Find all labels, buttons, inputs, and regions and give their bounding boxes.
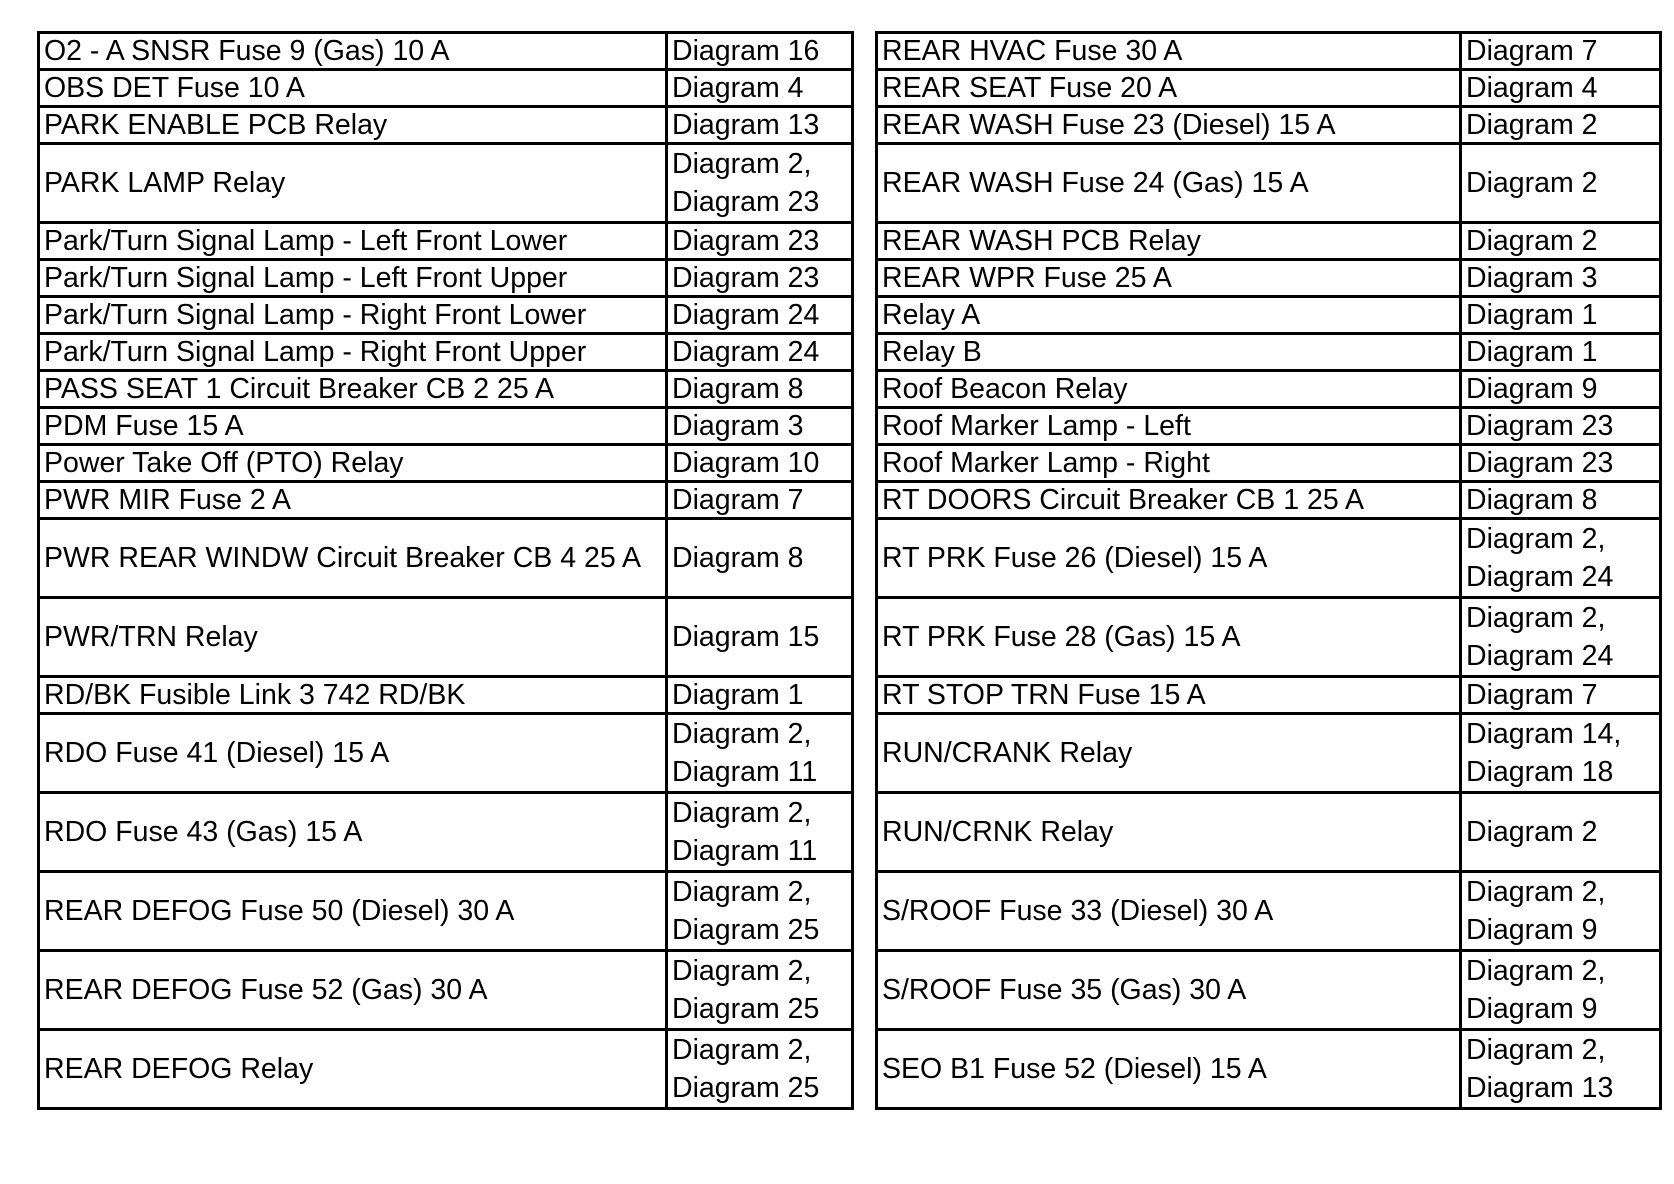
right-diagram-ref: Diagram 1 [1461, 297, 1661, 334]
column-gap [853, 297, 877, 334]
diagram-ref-line: Diagram 11 [672, 756, 818, 788]
column-gap [853, 598, 877, 677]
diagram-ref-line: Diagram 2, [672, 1034, 812, 1066]
left-component-name: REAR DEFOG Fuse 50 (Diesel) 30 A [39, 872, 667, 951]
left-diagram-ref: Diagram 3 [667, 408, 853, 445]
table-row [39, 714, 1661, 793]
right-component-name: REAR WASH PCB Relay [877, 223, 1461, 260]
table-row [39, 598, 1661, 677]
right-component-name: Roof Marker Lamp - Right [877, 445, 1461, 482]
left-diagram-ref: Diagram 8 [667, 519, 853, 598]
diagram-ref-line: Diagram 9 [1466, 993, 1598, 1025]
right-diagram-ref [1461, 1030, 1661, 1109]
column-gap [853, 107, 877, 144]
left-component-name: RDO Fuse 41 (Diesel) 15 A [39, 714, 667, 793]
table-row [39, 33, 1661, 70]
right-diagram-ref: Diagram 2 [1461, 793, 1661, 872]
diagram-ref-line: Diagram 14, [1466, 718, 1622, 750]
column-gap [853, 714, 877, 793]
left-component-name: PARK LAMP Relay [39, 144, 667, 223]
left-component-name: Park/Turn Signal Lamp - Right Front Upper [39, 334, 667, 371]
right-diagram-ref: Diagram 7 [1461, 677, 1661, 714]
diagram-ref-line: Diagram 2, [672, 876, 812, 908]
left-component-name: Power Take Off (PTO) Relay [39, 445, 667, 482]
left-component-name: REAR DEFOG Fuse 52 (Gas) 30 A [39, 951, 667, 1030]
diagram-ref-line: Diagram 25 [672, 914, 820, 946]
left-diagram-ref [667, 793, 853, 872]
table-row [39, 371, 1661, 408]
right-component-name: S/ROOF Fuse 33 (Diesel) 30 A [877, 872, 1461, 951]
left-diagram-ref [667, 951, 853, 1030]
right-diagram-ref [1461, 872, 1661, 951]
diagram-ref-line: Diagram 2, [1466, 955, 1606, 987]
table-row [39, 445, 1661, 482]
diagram-ref-line: Diagram 2, [672, 148, 812, 180]
right-component-name: Relay B [877, 334, 1461, 371]
table-row [39, 334, 1661, 371]
right-diagram-ref: Diagram 8 [1461, 482, 1661, 519]
right-diagram-ref [1461, 714, 1661, 793]
table-row [39, 297, 1661, 334]
left-diagram-ref [667, 872, 853, 951]
right-component-name: REAR WASH Fuse 23 (Diesel) 15 A [877, 107, 1461, 144]
right-component-name: REAR HVAC Fuse 30 A [877, 33, 1461, 70]
left-component-name: PWR MIR Fuse 2 A [39, 482, 667, 519]
right-diagram-ref: Diagram 2 [1461, 107, 1661, 144]
column-gap [853, 371, 877, 408]
left-component-name: Park/Turn Signal Lamp - Left Front Lower [39, 223, 667, 260]
diagram-ref-line: Diagram 2, [1466, 1034, 1606, 1066]
column-gap [853, 334, 877, 371]
diagram-ref-line: Diagram 24 [1466, 561, 1614, 593]
column-gap [853, 793, 877, 872]
left-component-name: PWR/TRN Relay [39, 598, 667, 677]
column-gap [853, 1030, 877, 1109]
left-diagram-ref: Diagram 4 [667, 70, 853, 107]
column-gap [853, 677, 877, 714]
left-diagram-ref: Diagram 7 [667, 482, 853, 519]
left-component-name: RDO Fuse 43 (Gas) 15 A [39, 793, 667, 872]
right-component-name: RT DOORS Circuit Breaker CB 1 25 A [877, 482, 1461, 519]
right-diagram-ref: Diagram 23 [1461, 408, 1661, 445]
diagram-ref-line: Diagram 23 [672, 186, 820, 218]
diagram-ref-line: Diagram 24 [1466, 640, 1614, 672]
diagram-ref-line: Diagram 25 [672, 1072, 820, 1104]
table-row [39, 519, 1661, 598]
table-row [39, 1030, 1661, 1109]
right-component-name: REAR SEAT Fuse 20 A [877, 70, 1461, 107]
left-component-name: REAR DEFOG Relay [39, 1030, 667, 1109]
right-diagram-ref [1461, 598, 1661, 677]
right-component-name: S/ROOF Fuse 35 (Gas) 30 A [877, 951, 1461, 1030]
table-row [39, 260, 1661, 297]
right-diagram-ref: Diagram 2 [1461, 144, 1661, 223]
left-component-name: PWR REAR WINDW Circuit Breaker CB 4 25 A [39, 519, 667, 598]
left-component-name: PDM Fuse 15 A [39, 408, 667, 445]
left-diagram-ref: Diagram 8 [667, 371, 853, 408]
left-diagram-ref [667, 714, 853, 793]
left-component-name: PASS SEAT 1 Circuit Breaker CB 2 25 A [39, 371, 667, 408]
table-row [39, 793, 1661, 872]
table-row [39, 107, 1661, 144]
left-diagram-ref: Diagram 24 [667, 334, 853, 371]
left-diagram-ref: Diagram 24 [667, 297, 853, 334]
right-component-name: RT PRK Fuse 26 (Diesel) 15 A [877, 519, 1461, 598]
right-diagram-ref: Diagram 23 [1461, 445, 1661, 482]
left-component-name: RD/BK Fusible Link 3 742 RD/BK [39, 677, 667, 714]
left-component-name: Park/Turn Signal Lamp - Right Front Lower [39, 297, 667, 334]
table-row [39, 677, 1661, 714]
right-component-name: RUN/CRANK Relay [877, 714, 1461, 793]
column-gap [853, 519, 877, 598]
column-gap [853, 144, 877, 223]
right-component-name: Roof Marker Lamp - Left [877, 408, 1461, 445]
left-diagram-ref: Diagram 1 [667, 677, 853, 714]
left-component-name: PARK ENABLE PCB Relay [39, 107, 667, 144]
right-diagram-ref: Diagram 3 [1461, 260, 1661, 297]
right-component-name: REAR WPR Fuse 25 A [877, 260, 1461, 297]
left-diagram-ref: Diagram 13 [667, 107, 853, 144]
left-diagram-ref [667, 144, 853, 223]
column-gap [853, 70, 877, 107]
left-component-name: OBS DET Fuse 10 A [39, 70, 667, 107]
diagram-ref-line: Diagram 2, [1466, 876, 1606, 908]
left-diagram-ref: Diagram 23 [667, 223, 853, 260]
left-diagram-ref [667, 1030, 853, 1109]
right-diagram-ref: Diagram 4 [1461, 70, 1661, 107]
diagram-ref-line: Diagram 2, [672, 955, 812, 987]
column-gap [853, 223, 877, 260]
right-component-name: RUN/CRNK Relay [877, 793, 1461, 872]
right-component-name: Roof Beacon Relay [877, 371, 1461, 408]
table-row [39, 872, 1661, 951]
right-component-name: Relay A [877, 297, 1461, 334]
table-row [39, 223, 1661, 260]
left-component-name: O2 - A SNSR Fuse 9 (Gas) 10 A [39, 33, 667, 70]
right-diagram-ref: Diagram 1 [1461, 334, 1661, 371]
component-index-table [37, 31, 1662, 1110]
column-gap [853, 33, 877, 70]
left-component-name: Park/Turn Signal Lamp - Left Front Upper [39, 260, 667, 297]
diagram-ref-line: Diagram 25 [672, 993, 820, 1025]
diagram-ref-line: Diagram 2, [1466, 523, 1606, 555]
left-diagram-ref: Diagram 10 [667, 445, 853, 482]
diagram-ref-line: Diagram 2, [1466, 602, 1606, 634]
column-gap [853, 260, 877, 297]
diagram-ref-line: Diagram 9 [1466, 914, 1598, 946]
column-gap [853, 951, 877, 1030]
column-gap [853, 482, 877, 519]
right-component-name: REAR WASH Fuse 24 (Gas) 15 A [877, 144, 1461, 223]
right-diagram-ref [1461, 951, 1661, 1030]
diagram-ref-line: Diagram 11 [672, 835, 818, 867]
table-row [39, 408, 1661, 445]
diagram-ref-line: Diagram 2, [672, 718, 812, 750]
left-diagram-ref: Diagram 16 [667, 33, 853, 70]
diagram-ref-line: Diagram 18 [1466, 756, 1614, 788]
diagram-ref-line: Diagram 13 [1466, 1072, 1614, 1104]
table-row [39, 70, 1661, 107]
left-diagram-ref: Diagram 23 [667, 260, 853, 297]
column-gap [853, 408, 877, 445]
column-gap [853, 445, 877, 482]
right-diagram-ref: Diagram 9 [1461, 371, 1661, 408]
diagram-ref-line: Diagram 2, [672, 797, 812, 829]
table-row [39, 951, 1661, 1030]
table-row [39, 482, 1661, 519]
left-diagram-ref: Diagram 15 [667, 598, 853, 677]
right-diagram-ref: Diagram 7 [1461, 33, 1661, 70]
right-diagram-ref [1461, 519, 1661, 598]
right-component-name: RT STOP TRN Fuse 15 A [877, 677, 1461, 714]
right-component-name: SEO B1 Fuse 52 (Diesel) 15 A [877, 1030, 1461, 1109]
right-diagram-ref: Diagram 2 [1461, 223, 1661, 260]
column-gap [853, 872, 877, 951]
right-component-name: RT PRK Fuse 28 (Gas) 15 A [877, 598, 1461, 677]
table-row [39, 144, 1661, 223]
